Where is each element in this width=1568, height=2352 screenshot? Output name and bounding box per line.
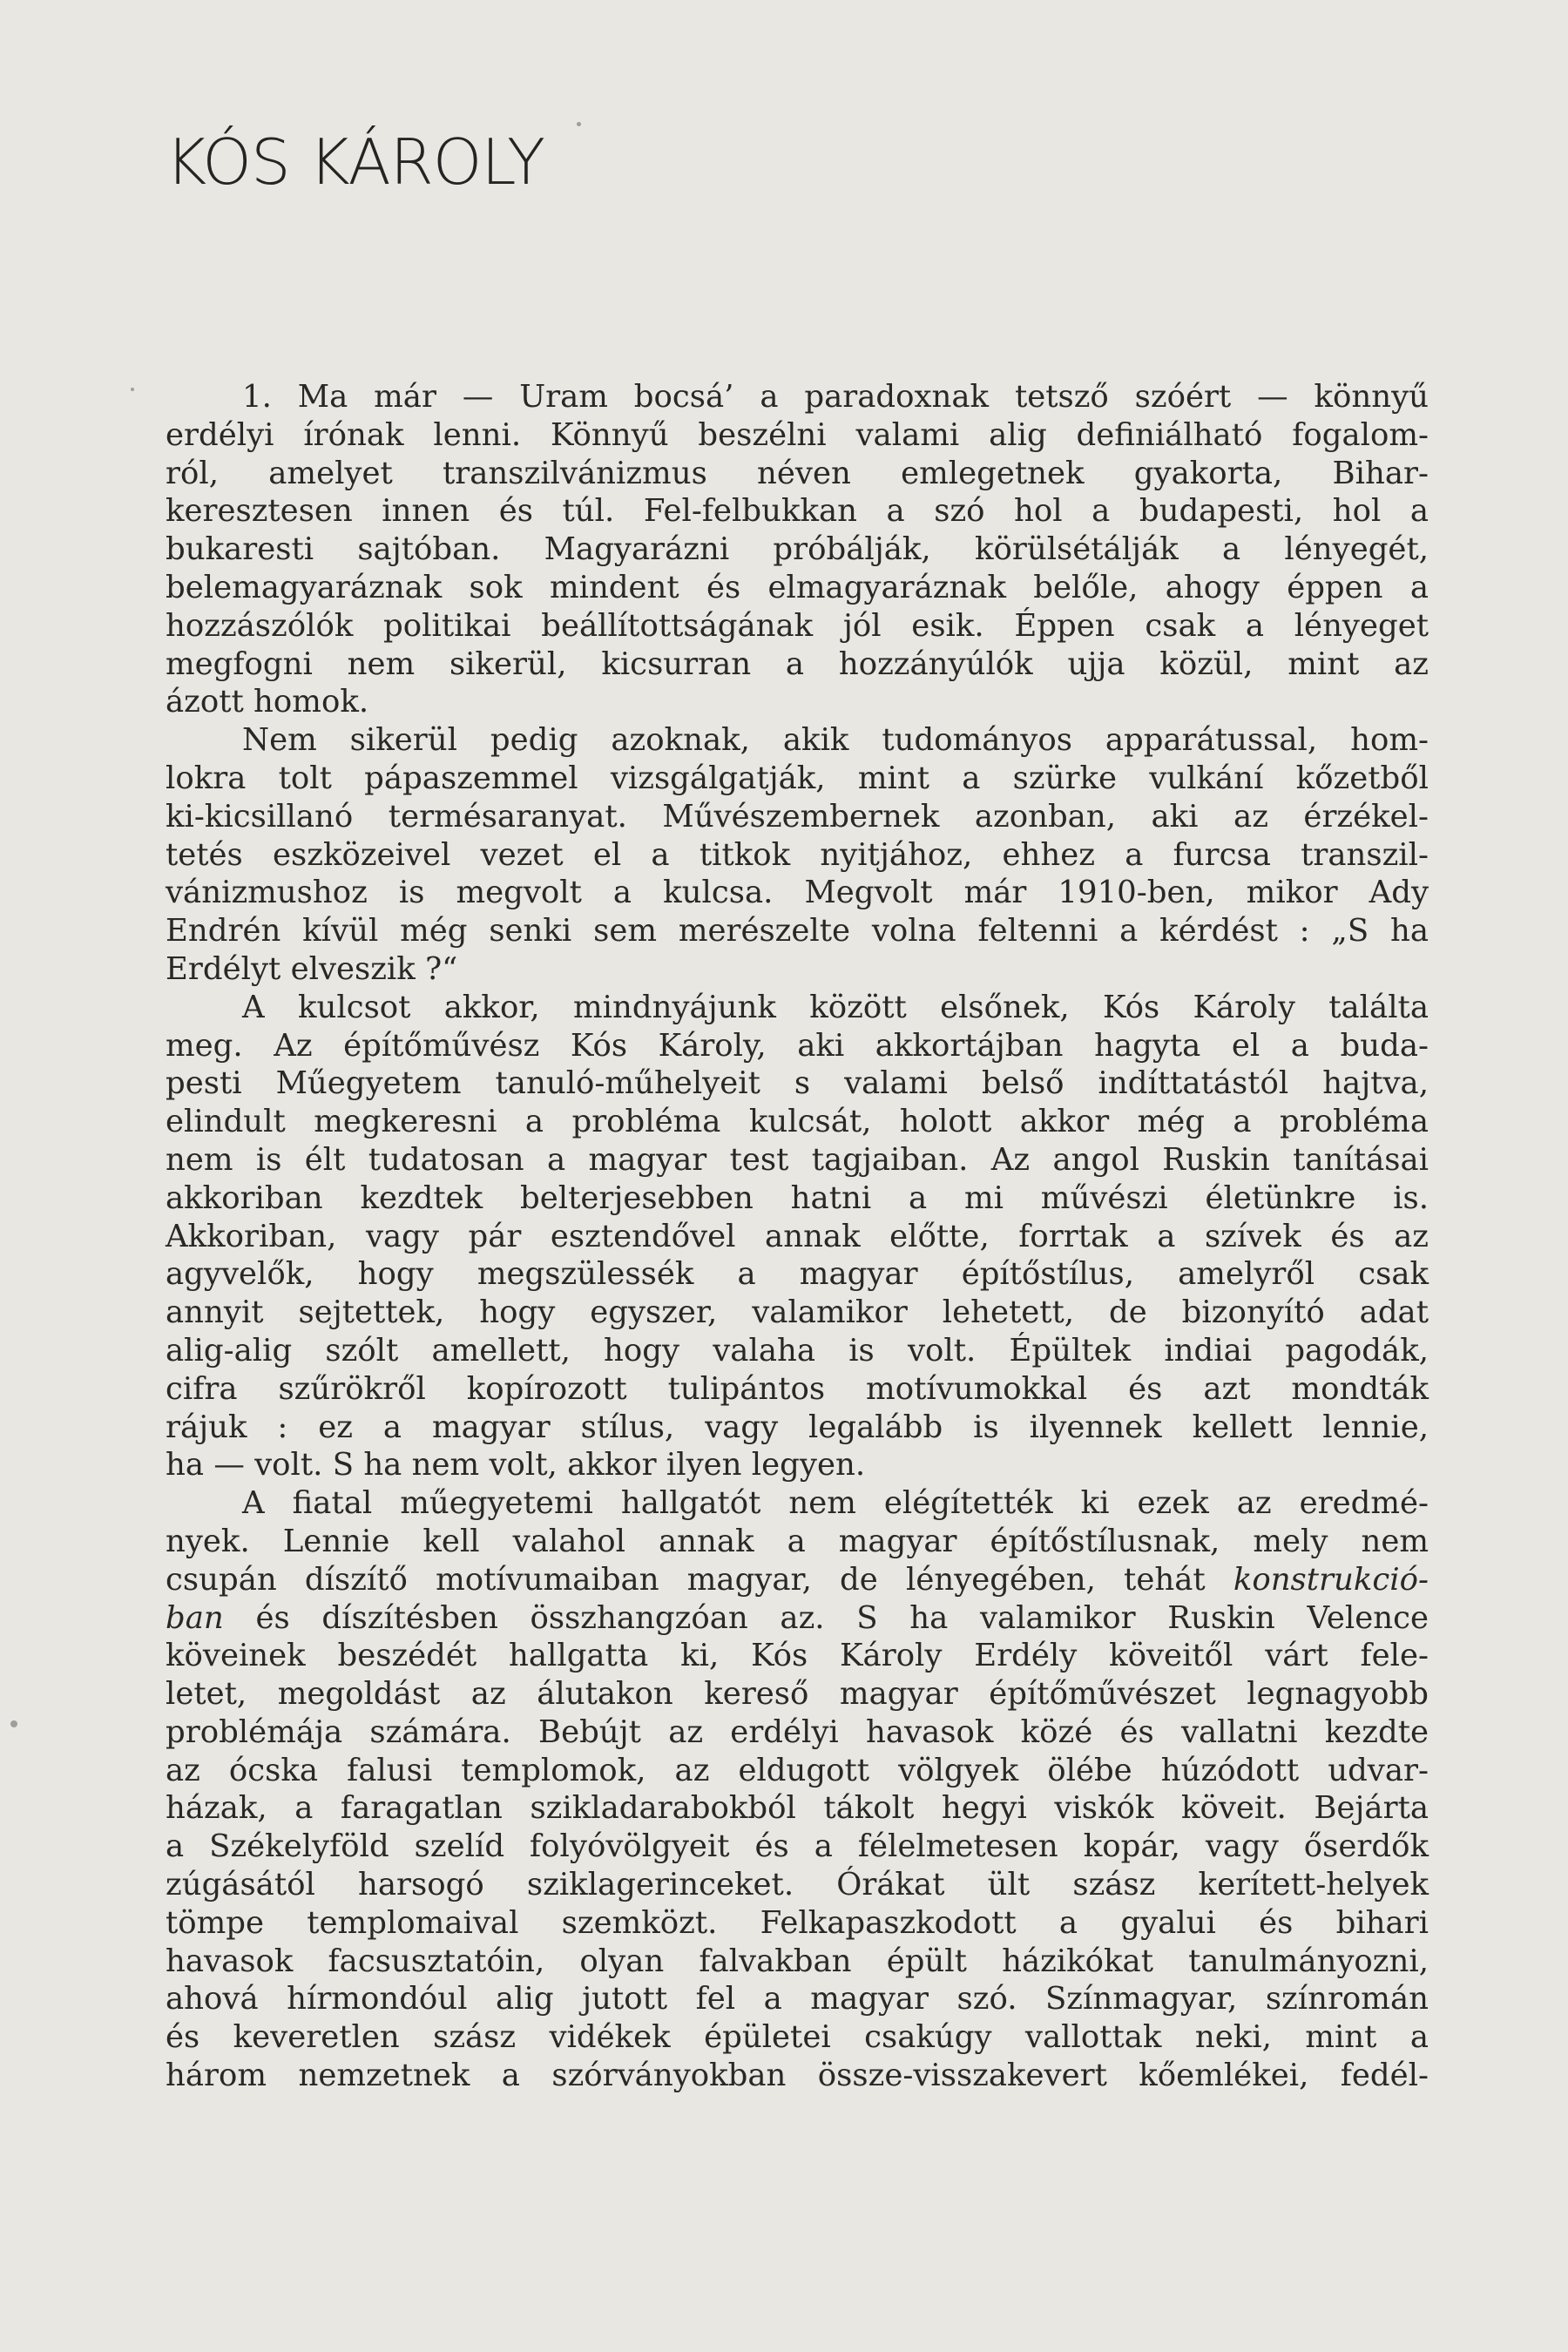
text-line: három nemzetnek a szórványokban össze-visszakevert kőemlékei, fedél- <box>166 2058 1429 2094</box>
text-line: annyit sejtettek, hogy egyszer, valamikor lehetett, de bizonyító adat <box>166 1294 1429 1331</box>
text-line: problémája számára. Bebújt az erdélyi havasok közé és vallatni kezdte <box>166 1713 1429 1750</box>
text-line: az ócska falusi templomok, az eldugott völgyek ölébe húzódott udvar- <box>166 1752 1429 1788</box>
text-line: és keveretlen szász vidékek épületei csakúgy vallottak neki, mint a <box>166 2019 1429 2056</box>
text-line: Endrén kívül még senki sem merészelte volna feltenni a kérdést : „S ha <box>166 913 1429 950</box>
text-line: havasok facsusztatóin, olyan falvakban épült házikókat tanulmányozni, <box>166 1943 1429 1979</box>
text-line: erdélyi írónak lenni. Könnyű beszélni valami alig definiálható fogalom- <box>166 416 1429 453</box>
text-line: keresztesen innen és túl. Fel-felbukkan a szó hol a budapesti, hol a <box>166 493 1429 530</box>
text-line: ha — volt. S ha nem volt, akkor ilyen legyen. <box>166 1447 866 1484</box>
text-line: cifra szűrökről kopírozott tulipántos motívumokkal és azt mondták <box>166 1370 1429 1407</box>
print-speck <box>10 1720 17 1727</box>
text-line: köveinek beszédét hallgatta ki, Kós Károly Erdély köveitől várt fele- <box>166 1638 1429 1674</box>
text-line: rájuk : ez a magyar stílus, vagy legalább is ilyennek kellett lennie, <box>166 1409 1429 1445</box>
text-line: nyek. Lennie kell valahol annak a magyar építőstílusnak, mely nem <box>166 1523 1429 1559</box>
text-line: házak, a faragatlan szikladarabokból tákolt hegyi viskók köveit. Bejárta <box>166 1790 1429 1827</box>
text-line: tömpe templomaival szemközt. Felkapaszkodott a gyalui és bihari <box>166 1904 1429 1941</box>
text-line: meg. Az építőművész Kós Károly, aki akkortájban hagyta el a buda- <box>166 1027 1429 1064</box>
text-line: pesti Műegyetem tanuló-műhelyeit s valami belső indíttatástól hajtva, <box>166 1065 1429 1102</box>
print-speck <box>577 122 581 126</box>
text-segment: és díszítésben összhangzóan az. S ha valamikor Ruskin Velence <box>223 1599 1429 1636</box>
text-line: ki-kicsillanó termésaranyat. Művészembernek azonban, aki az érzékel- <box>166 798 1429 835</box>
print-speck <box>131 388 134 391</box>
text-line: megfogni nem sikerül, kicsurran a hozzányúlók ujja közül, mint az <box>166 645 1429 682</box>
text-line: A fiatal műegyetemi hallgatót nem elégítették ki ezek az eredmé- <box>242 1485 1429 1522</box>
text-line <box>166 1599 1429 1638</box>
text-line: letet, megoldást az álutakon kereső magyar építőművészet legnagyobb <box>166 1676 1429 1713</box>
text-line: ázott homok. <box>166 684 369 720</box>
text-line: akkoriban kezdtek belterjesebben hatni a mi művészi életünkre is. <box>166 1179 1429 1216</box>
emphasized-word: ban <box>166 1599 224 1636</box>
paragraph-2 <box>166 721 1429 989</box>
paragraph-3 <box>166 989 1429 1484</box>
text-line: elindult megkeresni a probléma kulcsát, holott akkor még a probléma <box>166 1104 1429 1140</box>
text-line: a Székelyföld szelíd folyóvölgyeit és a félelmetesen kopár, vagy őserdők <box>166 1828 1429 1865</box>
text-line: lokra tolt pápaszemmel vizsgálgatják, mint a szürke vulkání kőzetből <box>166 760 1429 796</box>
text-segment: csupán díszítő motívumaiban magyar, de lényegében, tehát <box>166 1561 1233 1598</box>
text-line: 1. Ma már — Uram bocsá’ a paradoxnak tetsző szóért — könnyű <box>242 379 1429 415</box>
text-line: bukaresti sajtóban. Magyarázni próbálják, körülsétálják a lényegét, <box>166 531 1429 568</box>
text-line: alig-alig szólt amellett, hogy valaha is volt. Épültek indiai pagodák, <box>166 1332 1429 1369</box>
text-line: nem is élt tudatosan a magyar test tagjaiban. Az angol Ruskin tanításai <box>166 1141 1429 1178</box>
text-line <box>166 1561 1429 1599</box>
text-line: ról, amelyet transzilvánizmus néven emlegetnek gyakorta, Bihar- <box>166 455 1429 491</box>
text-line: zúgásától harsogó sziklagerinceket. Órákat ült szász kerített-helyek <box>166 1867 1429 1903</box>
text-line: agyvelők, hogy megszülessék a magyar építőstílus, amelyről csak <box>166 1256 1429 1293</box>
body-text <box>166 378 1429 2095</box>
emphasized-word: konstrukció- <box>1233 1561 1429 1598</box>
text-line: ahová hírmondóul alig jutott fel a magyar szó. Színmagyar, színromán <box>166 1981 1429 2017</box>
chapter-title: KÓS KÁROLY <box>166 125 544 199</box>
text-line: Erdélyt elveszik ?“ <box>166 950 458 987</box>
text-line: Akkoriban, vagy pár esztendővel annak előtte, forrtak a szívek és az <box>166 1218 1429 1254</box>
text-line: hozzászólók politikai beállítottságának jól esik. Éppen csak a lényeget <box>166 607 1429 644</box>
paragraph-4 <box>166 1484 1429 2095</box>
text-line: Nem sikerül pedig azoknak, akik tudományos apparátussal, hom- <box>242 722 1429 759</box>
text-line: tetés eszközeivel vezet el a titkok nyitjához, ehhez a furcsa transzil- <box>166 836 1429 873</box>
text-line: belemagyaráznak sok mindent és elmagyaráznak belőle, ahogy éppen a <box>166 569 1429 605</box>
text-line: A kulcsot akkor, mindnyájunk között elsőnek, Kós Károly találta <box>242 989 1429 1025</box>
text-line: vánizmushoz is megvolt a kulcsa. Megvolt már 1910-ben, mikor Ady <box>166 875 1429 911</box>
paragraph-1 <box>166 378 1429 721</box>
